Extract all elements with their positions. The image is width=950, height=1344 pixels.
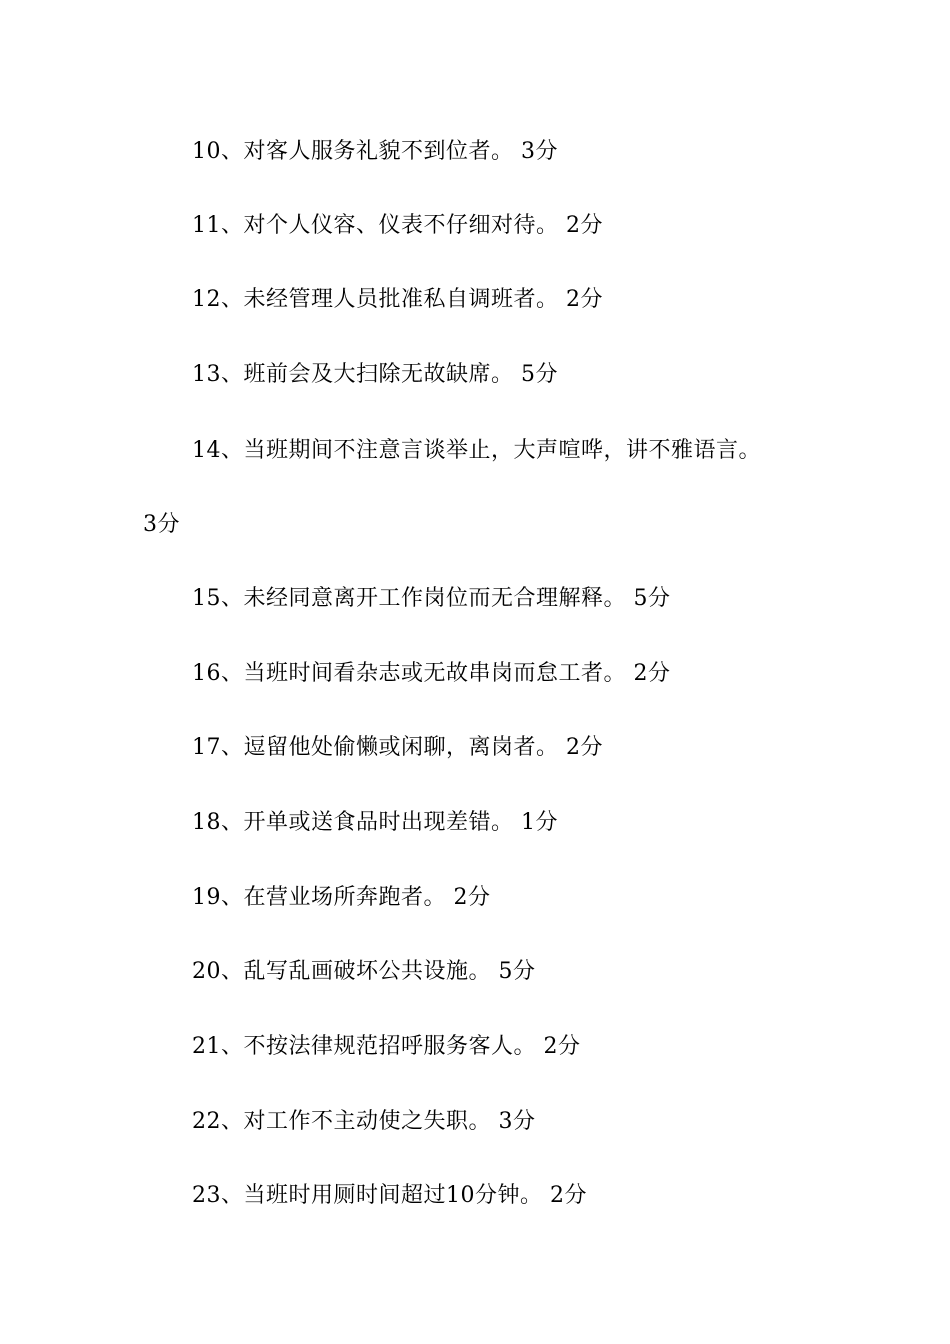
rule-line-10: 10、对客人服务礼貌不到位者。 3分	[192, 139, 558, 164]
rule-line-18: 18、开单或送食品时出现差错。 1分	[192, 810, 558, 835]
rule-line-22: 22、对工作不主动使之失职。 3分	[192, 1109, 536, 1134]
rule-line-14-continued: 3分	[143, 512, 180, 537]
rule-line-12: 12、未经管理人员批准私自调班者。 2分	[192, 287, 603, 312]
rule-line-17: 17、逗留他处偷懒或闲聊，离岗者。 2分	[192, 735, 603, 760]
rule-line-14: 14、当班期间不注意言谈举止，大声喧哗，讲不雅语言。	[192, 438, 761, 463]
rule-line-11: 11、对个人仪容、仪表不仔细对待。 2分	[192, 213, 603, 238]
rule-line-16: 16、当班时间看杂志或无故串岗而怠工者。 2分	[192, 661, 671, 686]
rule-line-19: 19、在营业场所奔跑者。 2分	[192, 885, 491, 910]
rule-line-20: 20、乱写乱画破坏公共设施。 5分	[192, 959, 536, 984]
rule-line-23: 23、当班时用厕时间超过10分钟。 2分	[192, 1183, 587, 1208]
rule-line-15: 15、未经同意离开工作岗位而无合理解释。 5分	[192, 586, 671, 611]
rule-line-13: 13、班前会及大扫除无故缺席。 5分	[192, 362, 558, 387]
rule-line-21: 21、不按法律规范招呼服务客人。 2分	[192, 1034, 581, 1059]
